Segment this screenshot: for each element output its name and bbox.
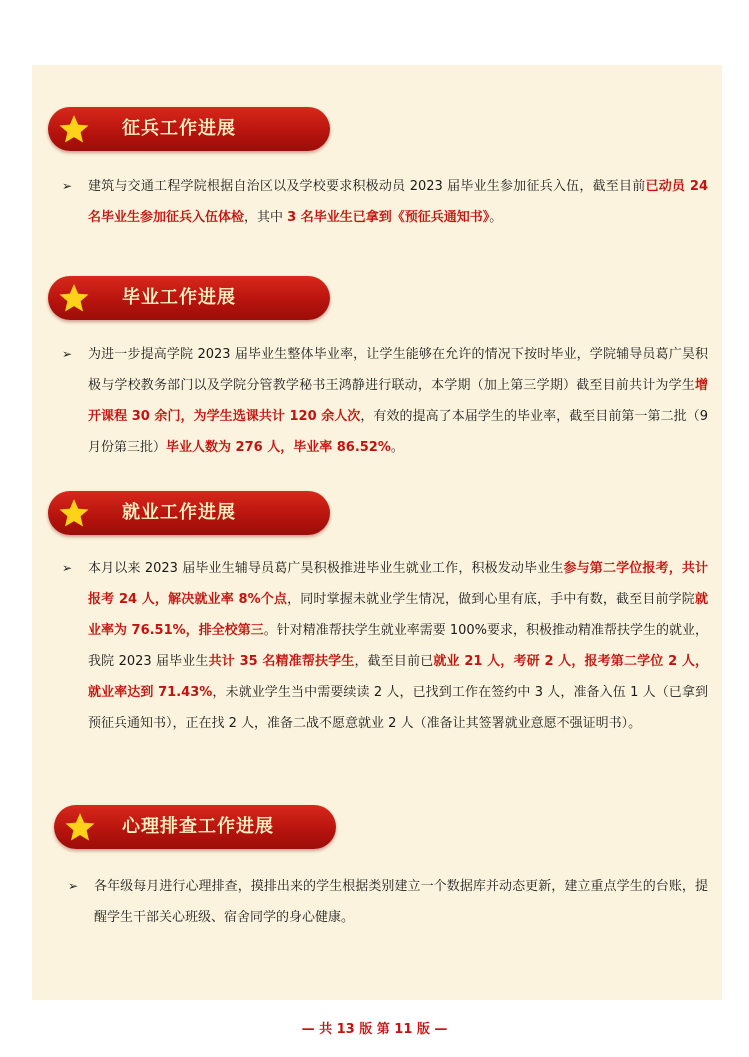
body-text: 为进一步提高学院 2023 届毕业生整体毕业率，让学生能够在允许的情况下按时毕业，学院辅导员葛广昊积极与学校教务部门以及学院分管教学秘书王鸿静进行联动，本学期（加上第三学期）截至目前共计为学生 [88, 347, 708, 393]
section-paragraph-graduation [62, 339, 708, 463]
body-text: 建筑与交通工程学院根据自治区以及学校要求积极动员 2023 届毕业生参加征兵入伍，截至目前 [88, 179, 646, 194]
body-text: ，有效的提高了本届学生的毕业率，截至目前第一第二批（9 月份第三批） [88, 409, 708, 455]
highlight-text: 就业 21 人，考研 2 人，报考第二学位 2 人，就业率达到 71.43% [88, 654, 708, 700]
section-paragraph-psychology [68, 871, 708, 933]
highlight-text: 增开课程 30 余门，为学生选课共计 120 余人次 [88, 378, 708, 424]
arrow-bullet-icon: ➢ [62, 179, 73, 193]
highlight-text: 共计 35 名精准帮扶学生 [208, 654, 355, 669]
star-icon [58, 282, 90, 314]
body-text: 本月以来 2023 届毕业生辅导员葛广昊积极推进毕业生就业工作，积极发动毕业生 [88, 561, 564, 576]
arrow-bullet-icon: ➢ [62, 561, 73, 575]
body-text: ，截至目前已 [354, 654, 434, 669]
arrow-bullet-icon: ➢ [62, 347, 73, 361]
star-icon [58, 497, 90, 529]
section-banner-conscription [48, 107, 330, 151]
section-paragraph-employment [62, 553, 709, 739]
arrow-bullet-icon: ➢ [68, 879, 79, 893]
section-title: 征兵工作进展 [122, 118, 236, 139]
body-text: 各年级每月进行心理排查，摸排出来的学生根据类别建立一个数据库并动态更新，建立重点学生的台账，提醒学生干部关心班级、宿舍同学的身心健康。 [94, 879, 708, 925]
section-paragraph-conscription [62, 171, 708, 233]
highlight-text: 就业率为 76.51%，排全校第三 [88, 592, 708, 638]
section-title: 心理排查工作进展 [122, 816, 274, 837]
section-title: 就业工作进展 [122, 502, 236, 523]
highlight-text: 3 名毕业生已拿到《预征兵通知书》 [287, 210, 490, 225]
section-banner-graduation [48, 276, 330, 320]
highlight-text: 参与第二学位报考，共计报考 24 人，解决就业率 8%个点 [88, 561, 708, 607]
star-icon [58, 113, 90, 145]
body-text: 。针对精准帮扶学生就业率需要 100%要求，积极推动精准帮扶学生的就业，我院 2023 届毕业生 [88, 623, 708, 669]
section-banner-employment [48, 491, 330, 535]
star-icon [64, 811, 96, 843]
body-text: ，未就业学生当中需要续读 2 人，已找到工作在签约中 3 人，准备入伍 1 人（已拿到预征兵通知书），正在找 2 人，准备二战不愿意就业 2 人（准备让其签署就业意愿不强证明书）。 [88, 685, 709, 731]
highlight-text: 已动员 24 名毕业生参加征兵入伍体检 [88, 179, 708, 225]
body-text: 。 [390, 440, 404, 455]
section-banner-psychology [54, 805, 336, 849]
body-text: 。 [489, 210, 503, 225]
page-footer: — 共 13 版 第 11 版 — [301, 1022, 448, 1037]
body-text: ，同时掌握未就业学生情况，做到心里有底，手中有数，截至目前学院 [287, 592, 695, 607]
body-text: ，其中 [244, 210, 288, 225]
highlight-text: 毕业人数为 276 人，毕业率 86.52% [166, 440, 391, 455]
section-title: 毕业工作进展 [122, 287, 236, 308]
